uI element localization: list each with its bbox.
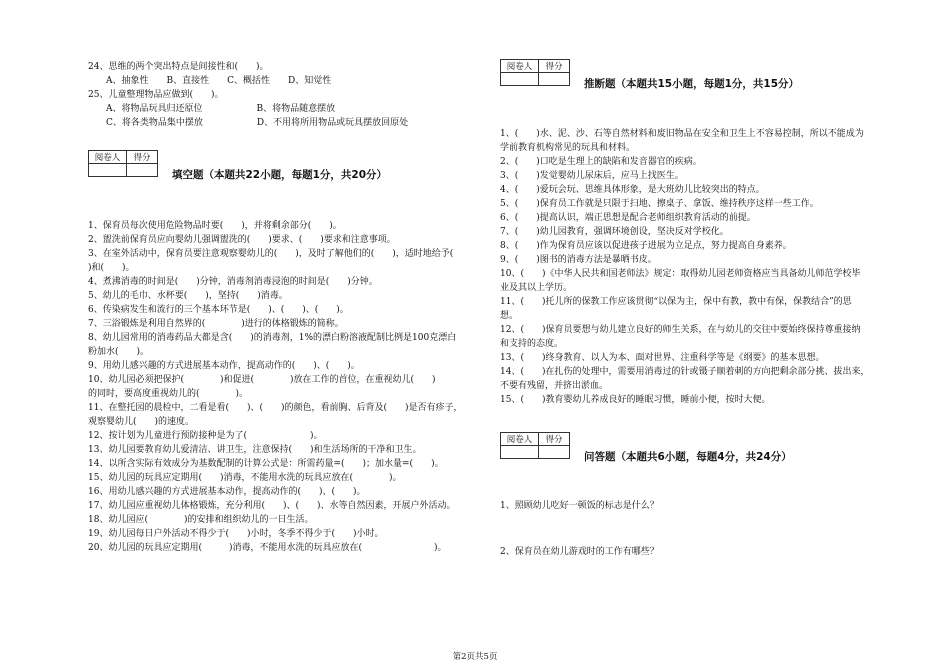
page-footer: 第2页共5页 — [452, 652, 498, 662]
score-box-fill — [88, 150, 158, 177]
fill-item: 1、保育员每次使用危险物品时要( )，并将剩余部分( )。 — [88, 221, 342, 231]
fill-item: 18、幼儿园应( )的安排和组织幼儿的一日生活。 — [88, 515, 314, 525]
fill-item: 粉加水( )。 — [88, 347, 150, 357]
question-25: 25、儿童整理物品应做到( )。 — [88, 90, 224, 100]
judge-item: 5、( )保育员工作就是只限于扫地、擦桌子、拿饭、维持秩序这样一些工作。 — [500, 199, 819, 209]
judge-item: 6、( )提高认识，端正思想是配合老师组织教育活动的前提。 — [500, 213, 756, 223]
qa-item: 2、保育员在幼儿游戏时的工作有哪些？ — [500, 547, 659, 557]
fill-item: 16、用幼儿感兴趣的方式进展基本动作，提高动作的( )、( )。 — [88, 487, 366, 497]
score-cell — [539, 446, 570, 459]
fill-item: 9、用幼儿感兴趣的方式进展基本动作，提高动作的( )、( )。 — [88, 361, 360, 371]
score-cell — [127, 164, 158, 177]
reviewer-label: 阅卷人 — [89, 151, 127, 164]
fill-item: 5、幼儿的毛巾、水杯要( )，坚持( )消毒。 — [88, 291, 288, 301]
score-box-judge — [500, 59, 570, 86]
judge-item: 13、( )终身教育、以人为本、面对世界、注重科学等是《纲要》的基本思想。 — [500, 353, 825, 363]
judge-item: 14、( )在扎伤的处理中，需要用消毒过的针或镊子顺着刺的方向把剩余部分挑、拔出来， — [500, 367, 870, 377]
question-25-options-ab: A、将物品玩具归还原位 B、将物品随意摆放 — [106, 104, 336, 114]
judge-item: 不要有残留，并挤出淤血。 — [500, 381, 609, 391]
fill-item: 11、在整托园的晨检中，二看是看( )、( )的颜色，看前胸、后背及( )是否有疹子， — [88, 403, 463, 413]
judge-item: 15、( )教育婴幼儿养成良好的睡眠习惯，睡前小便，按时大便。 — [500, 395, 771, 405]
judge-item: 业及其以上学历。 — [500, 283, 573, 293]
reviewer-cell — [89, 164, 127, 177]
fill-item: 8、幼儿园常用的消毒药品大都是含( )的消毒剂，1%的漂白粉溶液配制比例是100克漂白 — [88, 333, 457, 343]
question-25-options-cd: C、将各类物品集中摆放 D、不用将所用物品或玩具摆放回原处 — [106, 118, 409, 128]
fill-item: 4、煮沸消毒的时间是( )分钟，消毒剂消毒浸泡的时间是( )分钟。 — [88, 277, 378, 287]
reviewer-label: 阅卷人 — [501, 433, 539, 446]
fill-item: 20、幼儿园的玩具应定期用( )消毒，不能用水洗的玩具应放在( )。 — [88, 543, 447, 553]
judge-item: 7、( )幼儿园教育，强调环境创设，坚决反对学校化。 — [500, 227, 729, 237]
score-box-qa — [500, 432, 570, 459]
fill-item: 10、幼儿园必须把保护( )和促进( )放在工作的首位，在重视幼儿( ) — [88, 375, 436, 385]
judge-item: 4、( )爱玩会玩、思维具体形象，是大班幼儿比较突出的特点。 — [500, 185, 765, 195]
score-label: 得分 — [127, 151, 158, 164]
score-label: 得分 — [539, 433, 570, 446]
judge-item: 12、( )保育员要想与幼儿建立良好的师生关系，在与幼儿的交往中要始终保持尊重接纳 — [500, 325, 861, 335]
fill-item: 19、幼儿园每日户外活动不得少于( )小时，冬季不得少于( )小时。 — [88, 529, 384, 539]
fill-item: )和( )。 — [88, 263, 135, 273]
fill-item: 6、传染病发生和流行的三个基本环节是( )、( )、( )。 — [88, 305, 349, 315]
reviewer-cell — [501, 446, 539, 459]
fill-item: 的同时，要高度重视幼儿的( )。 — [88, 389, 249, 399]
fill-section-title: 填空题（本题共22小题，每题1分，共20分） — [172, 169, 388, 181]
judge-item: 10、( )《中华人民共和国老师法》规定：取得幼儿园老师资格应当具备幼儿师范学校毕 — [500, 269, 861, 279]
reviewer-cell — [501, 73, 539, 86]
judge-item: 和支持的态度。 — [500, 339, 564, 349]
judge-item: 9、( )图书的消毒方法是暴晒书皮。 — [500, 255, 657, 265]
score-label: 得分 — [539, 60, 570, 73]
fill-item: 13、幼儿园要教育幼儿爱清洁、讲卫生，注意保持( )和生活场所的干净和卫生。 — [88, 445, 422, 455]
fill-item: 观察婴幼儿( )的速度。 — [88, 417, 195, 427]
fill-item: 15、幼儿园的玩具应定期用( )消毒，不能用水洗的玩具应放在( )。 — [88, 473, 402, 483]
judge-section-title: 推断题（本题共15小题，每题1分，共15分） — [584, 78, 800, 90]
fill-item: 3、在室外活动中，保育员要注意观察婴幼儿的( )，及时了解他们的( )，适时地给予( — [88, 249, 454, 259]
judge-item: 11、( )托儿所的保教工作应该贯彻“以保为主，保中有教，教中有保，保教结合”的思 — [500, 297, 852, 307]
qa-item: 1、照顾幼儿吃好一顿饭的标志是什么？ — [500, 501, 659, 511]
judge-item: 学前教育机构常见的玩具和材料。 — [500, 143, 636, 153]
qa-section-title: 问答题（本题共6小题，每题4分，共24分） — [584, 451, 792, 463]
fill-item: 7、三浴锻炼是利用自然界的( )进行的体格锻炼的简称。 — [88, 319, 344, 329]
fill-item: 12、按计划为儿童进行预防接种是为了( )。 — [88, 431, 323, 441]
judge-item: 想。 — [500, 311, 519, 321]
score-cell — [539, 73, 570, 86]
judge-item: 2、( )口吃是生理上的缺陷和发音器官的疾病。 — [500, 157, 702, 167]
judge-item: 3、( )发觉婴幼儿尿床后，应马上找医生。 — [500, 171, 684, 181]
fill-item: 17、幼儿园应重视幼儿体格锻炼，充分利用( )、( )、水等自然因素，开展户外活动。 — [88, 501, 456, 511]
question-24-options: A、抽象性 B、直接性 C、概括性 D、知觉性 — [106, 76, 332, 86]
fill-item: 2、盥洗前保育员应向婴幼儿强调盥洗的( )要求、( )要求和注意事项。 — [88, 235, 396, 245]
question-24: 24、思维的两个突出特点是间接性和( )。 — [88, 62, 269, 72]
reviewer-label: 阅卷人 — [501, 60, 539, 73]
judge-item: 8、( )作为保育员应该以促进孩子进展为立足点，努力提高自身素养。 — [500, 241, 792, 251]
judge-item: 1、( )水、泥、沙、石等自然材料和废旧物品在安全和卫生上不容易控制，所以不能成为 — [500, 129, 864, 139]
fill-item: 14、以所含实际有效成分为基数配制的计算公式是：所需药量=( )；加水量=( )。 — [88, 459, 444, 469]
